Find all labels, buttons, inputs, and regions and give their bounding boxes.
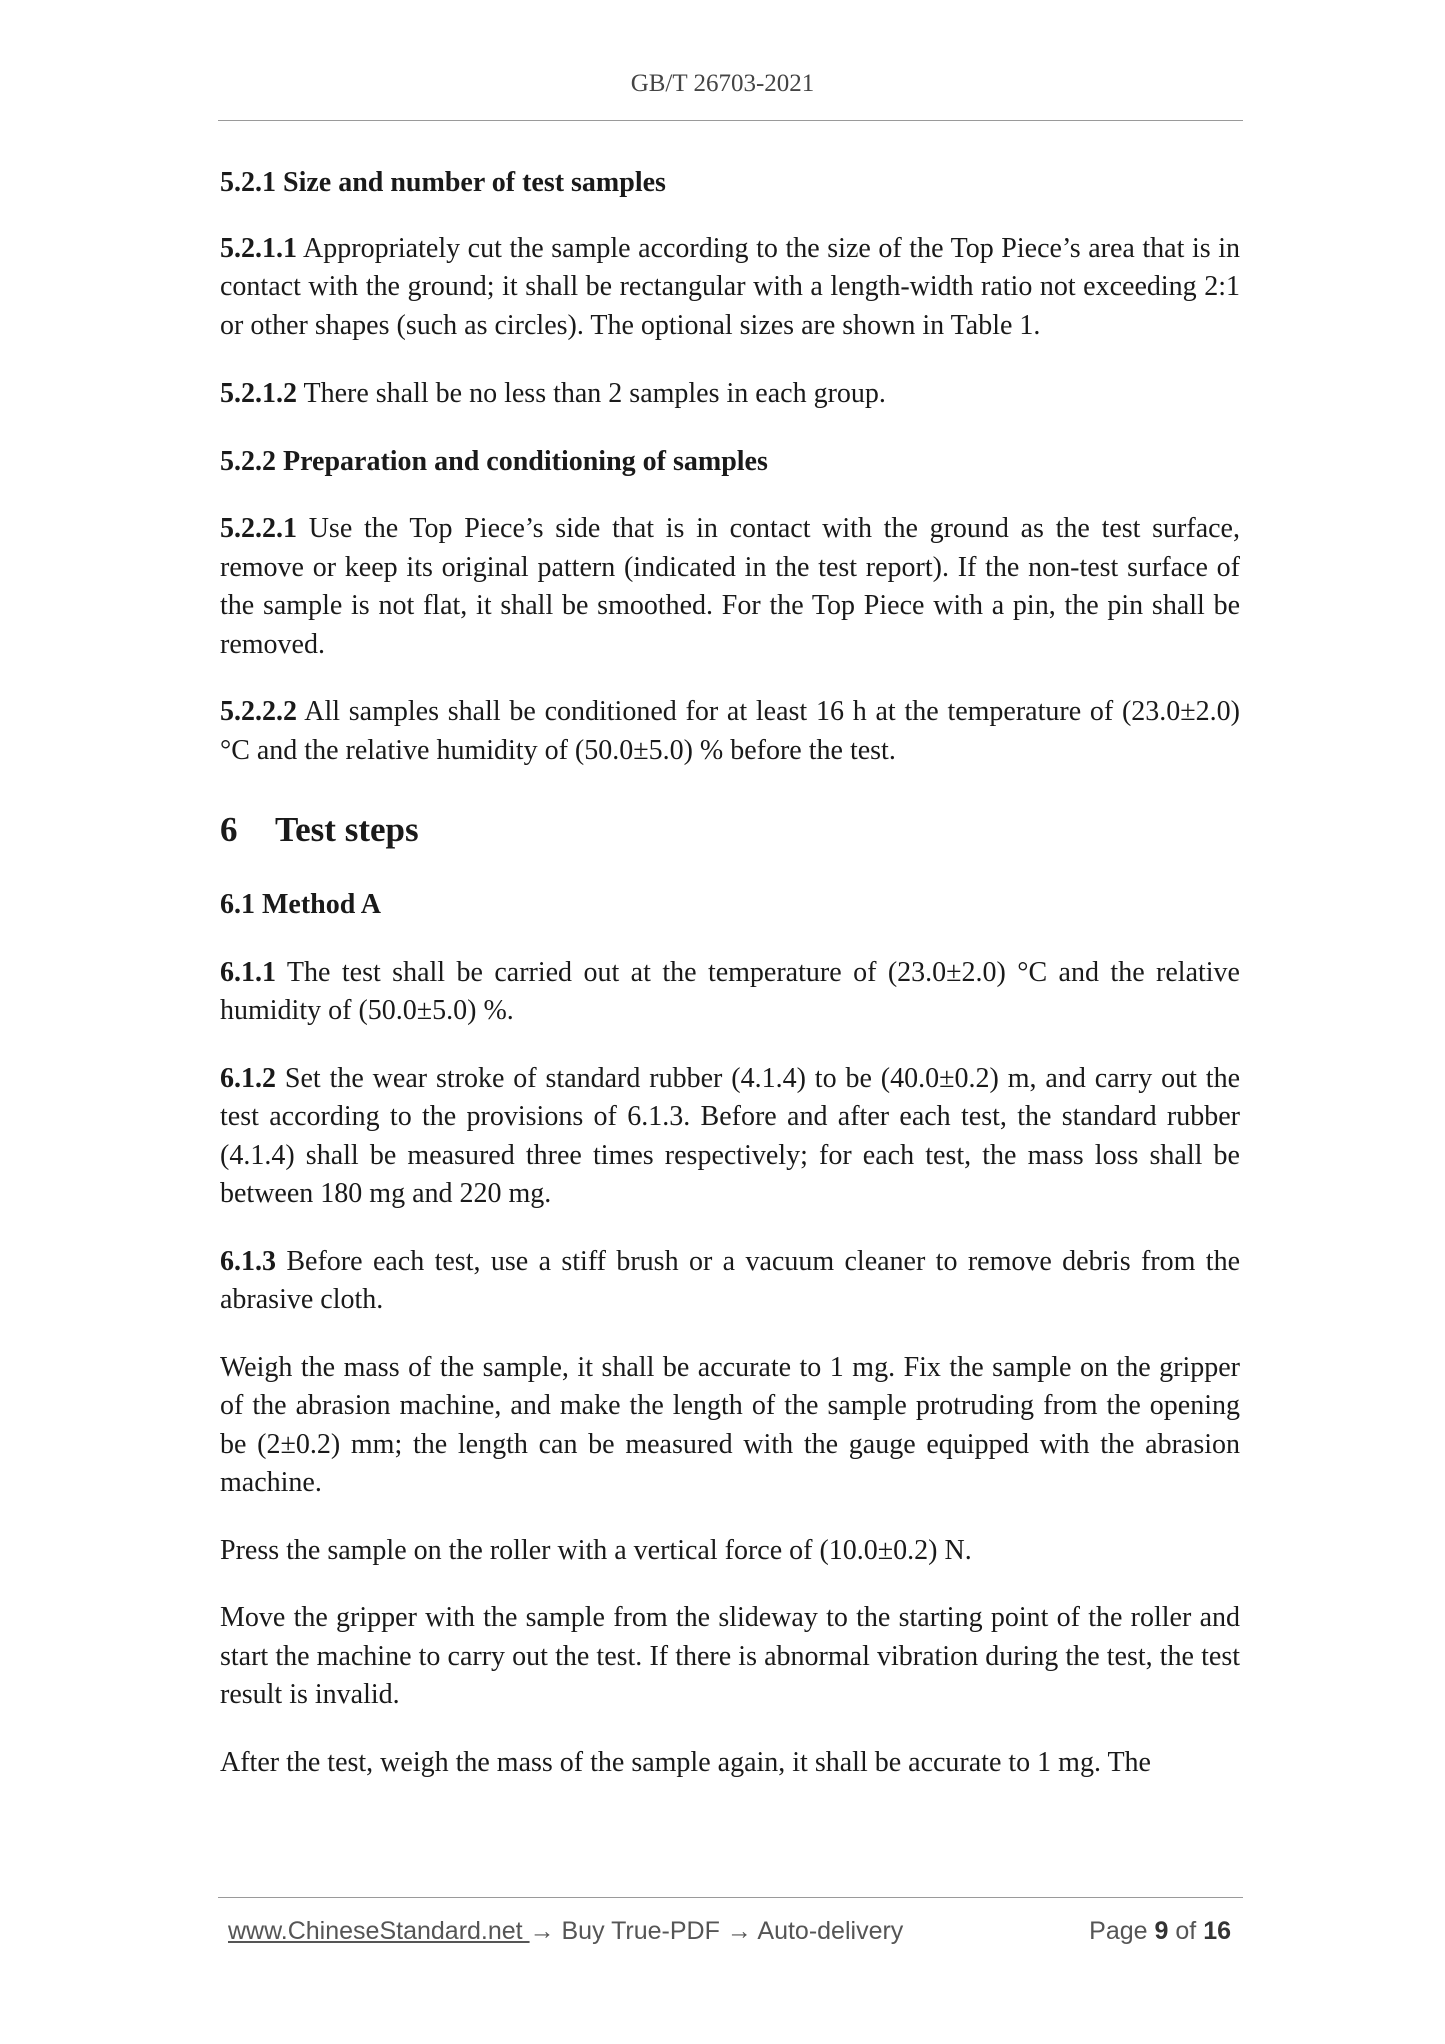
- page-label: Page: [1089, 1917, 1148, 1945]
- clause-5-2-2-2: [220, 693, 1240, 770]
- clause-number: 5.2.1.1: [220, 232, 297, 264]
- clause-number: 5.2.2.1: [220, 513, 297, 544]
- clause-number: 5.2.2.2: [220, 696, 297, 727]
- document-header: GB/T 26703-2021: [630, 70, 815, 97]
- heading-5-2-2: 5.2.2 Preparation and conditioning of samples: [220, 445, 768, 477]
- clause-text: Appropriately cut the sample according to the size of the Top Piece’s area that is in contact with the ground; it shall be rectangular with a length-width ratio not exceeding 2:1 or other shapes (such as circles). The optional sizes are shown in Table 1.: [220, 232, 1240, 341]
- document-body: [220, 164, 1240, 1782]
- clause-5-2-1-2: [220, 375, 1240, 414]
- clause-6-1-2: [220, 1060, 1240, 1214]
- header-divider: [218, 120, 1243, 121]
- paragraph-press: Press the sample on the roller with a vertical force of (10.0±0.2) N.: [220, 1534, 972, 1566]
- footer-promo: [228, 1917, 903, 1946]
- footer-promo-text: → Buy True-PDF → Auto-delivery: [529, 1917, 904, 1945]
- section-number: 6: [220, 810, 238, 849]
- clause-text: Before each test, use a stiff brush or a vacuum cleaner to remove debris from the abrasive cloth.: [220, 1245, 1240, 1315]
- clause-6-1-3: [220, 1243, 1240, 1320]
- clause-text: Set the wear stroke of standard rubber (4.1.4) to be (40.0±0.2) m, and carry out the test according to the provisions of 6.1.3. Before and after each test, the standard rubber (4.1.4) shall be measured three times respectively; for each test, the mass loss shall be between 180 mg and 220 mg.: [220, 1062, 1240, 1209]
- heading-6: [220, 808, 1240, 852]
- paragraph-move: Move the gripper with the sample from the slideway to the starting point of the roller and start the machine to carry out the test. If there is abnormal vibration during the test, the test result is invalid.: [220, 1602, 1240, 1710]
- clause-5-2-2-1: [220, 510, 1240, 664]
- clause-text: All samples shall be conditioned for at least 16 h at the temperature of (23.0±2.0) °C and the relative humidity of (50.0±5.0) % before the test.: [220, 696, 1240, 766]
- clause-number: 5.2.1.2: [220, 378, 297, 409]
- heading-6-1: 6.1 Method A: [220, 889, 381, 920]
- paragraph-after: After the test, weigh the mass of the sample again, it shall be accurate to 1 mg. The: [220, 1746, 1151, 1778]
- clause-5-2-1-1: [220, 230, 1240, 346]
- website-link[interactable]: www.ChineseStandard.net: [228, 1917, 530, 1945]
- clause-text: There shall be no less than 2 samples in each group.: [297, 378, 886, 409]
- heading-5-2-1: 5.2.1 Size and number of test samples: [220, 167, 666, 198]
- footer-divider: [218, 1897, 1243, 1898]
- section-title: Test steps: [275, 810, 419, 849]
- page-indicator: [1089, 1917, 1231, 1946]
- clause-text: Use the Top Piece’s side that is in contact with the ground as the test surface, remove or keep its original pattern (indicated in the test report). If the non-test surface of the sample is not flat, it shall be smoothed. For the Top Piece with a pin, the pin shall be removed.: [220, 513, 1240, 660]
- page-number: 9: [1154, 1917, 1169, 1945]
- clause-number: 6.1.2: [220, 1062, 276, 1094]
- of-label: of: [1175, 1917, 1197, 1945]
- clause-6-1-1: [220, 954, 1240, 1031]
- paragraph-weigh: Weigh the mass of the sample, it shall be accurate to 1 mg. Fix the sample on the gripper of the abrasion machine, and make the length of the sample protruding from the opening be (2±0.2) mm; the length can be measured with the gauge equipped with the abrasion machine.: [220, 1351, 1240, 1498]
- clause-number: 6.1.1: [220, 956, 276, 988]
- clause-text: The test shall be carried out at the temperature of (23.0±2.0) °C and the relative humidity of (50.0±5.0) %.: [220, 956, 1240, 1026]
- page-footer: [228, 1917, 1231, 1951]
- page-total: 16: [1203, 1917, 1231, 1945]
- clause-number: 6.1.3: [220, 1245, 276, 1277]
